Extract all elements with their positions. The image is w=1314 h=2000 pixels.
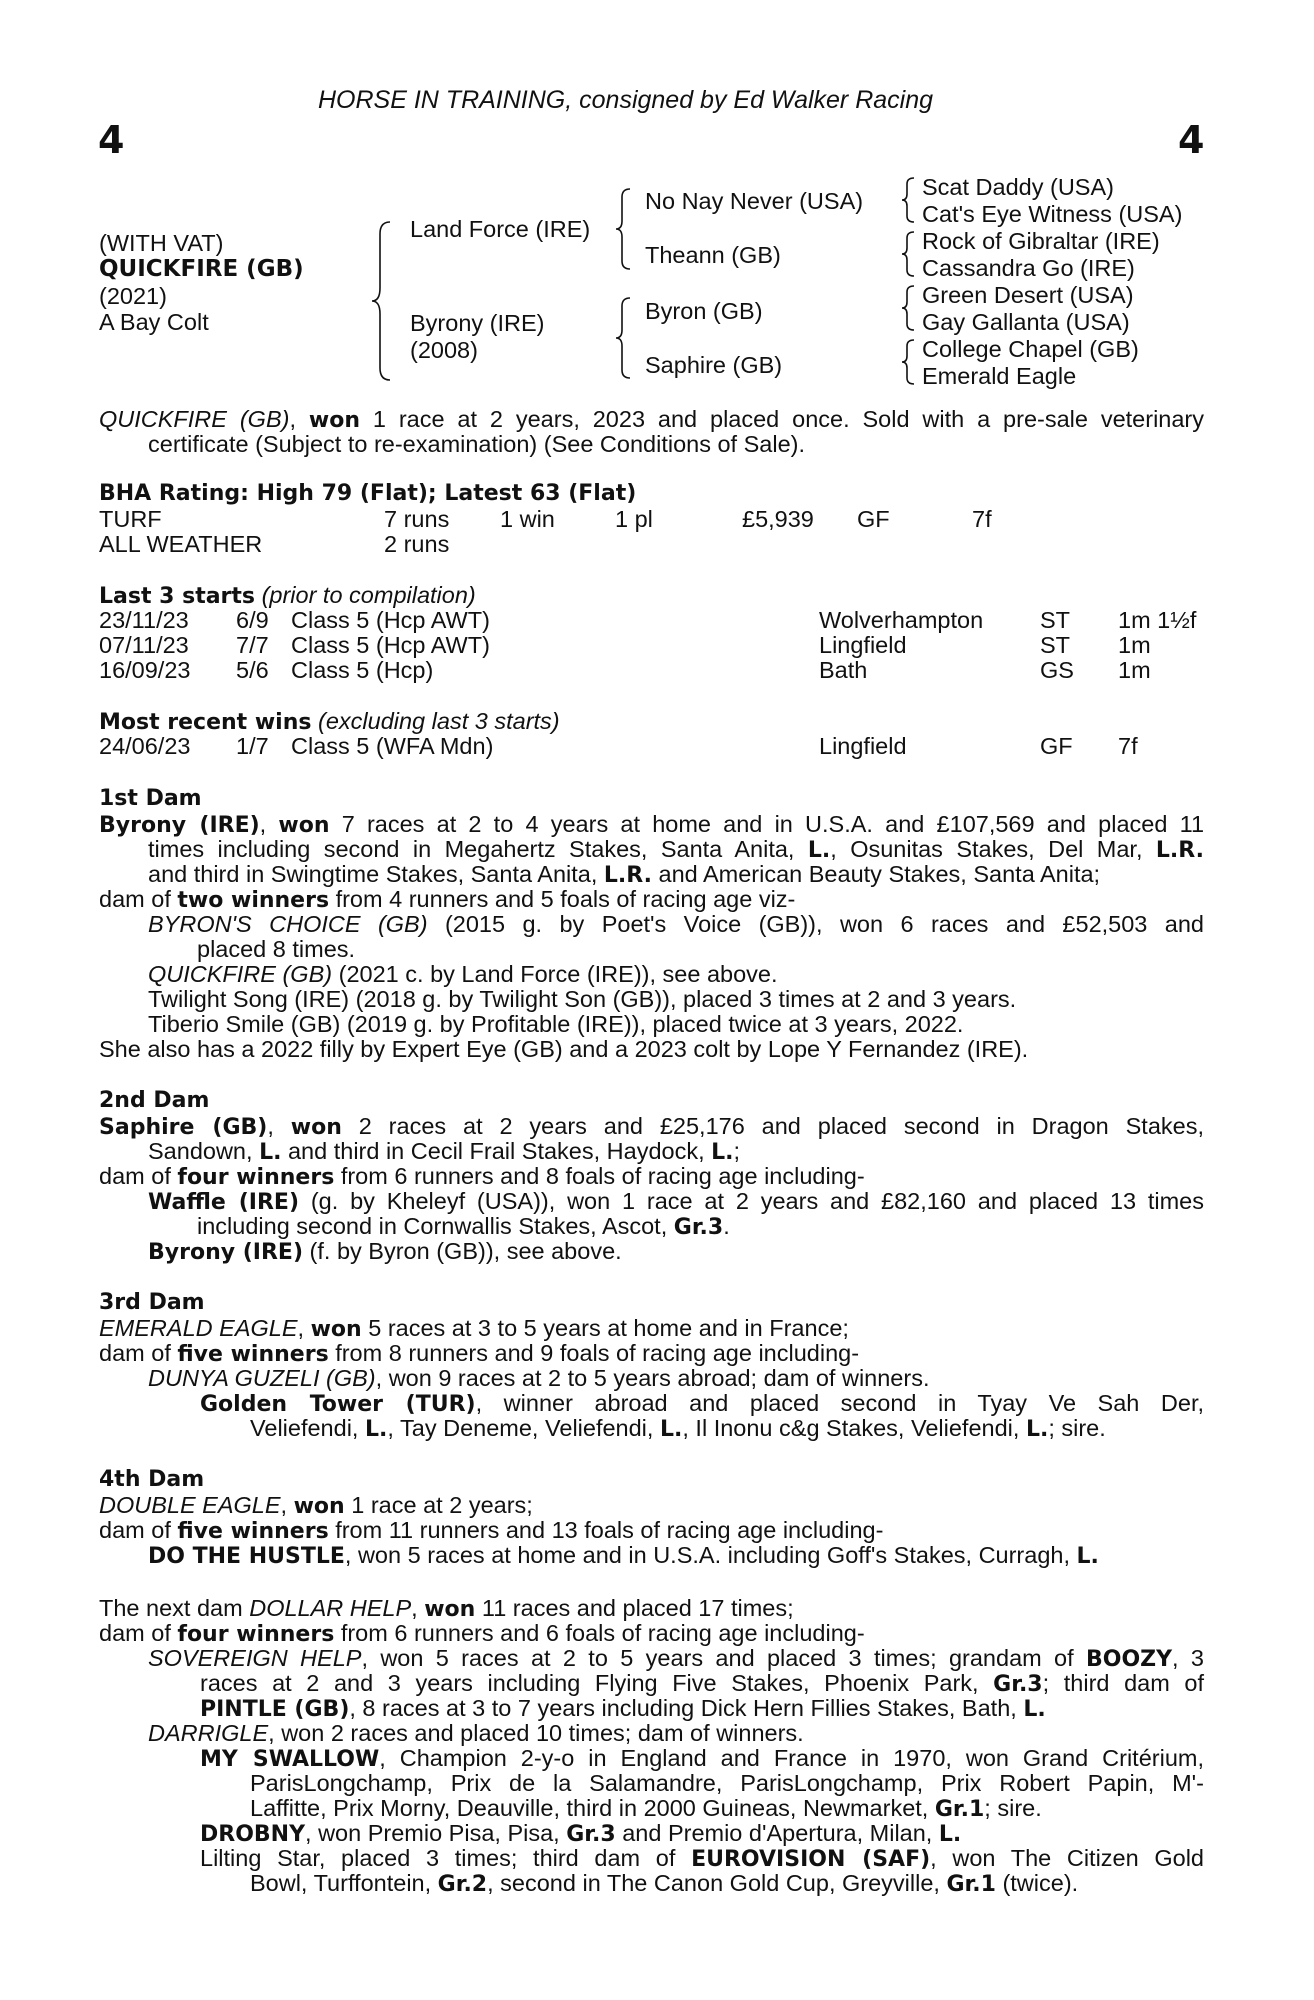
dam-sire: Byron (GB) <box>645 298 763 324</box>
dam-year: (2008) <box>410 337 478 363</box>
summary-won: won <box>308 408 360 433</box>
section-heading: 1st Dam <box>99 786 202 811</box>
section-heading: 3rd Dam <box>99 1290 205 1315</box>
sire-sire: No Nay Never (USA) <box>645 188 864 214</box>
horse-year: (2021) <box>99 283 167 309</box>
lot-number-left: 4 <box>98 118 125 162</box>
aw-runs: 2 runs <box>384 531 450 557</box>
rating-heading: BHA Rating: High 79 (Flat); Latest 63 (Flat) <box>99 481 637 506</box>
brace-dd <box>900 338 916 386</box>
last3-note: (prior to compilation) <box>261 582 476 608</box>
sire: Land Force (IRE) <box>410 216 591 242</box>
gg-ddd: Emerald Eagle <box>922 363 1077 389</box>
gg-dds: College Chapel (GB) <box>922 336 1139 362</box>
dam: Byrony (IRE) <box>410 310 545 336</box>
sire-dam: Theann (GB) <box>645 242 781 268</box>
gg-sdd: Cassandra Go (IRE) <box>922 255 1135 281</box>
gg-sds: Rock of Gibraltar (IRE) <box>922 228 1160 254</box>
lot-number-right: 4 <box>1178 118 1205 162</box>
section-heading: 2nd Dam <box>99 1088 210 1113</box>
recent-wins-heading: Most recent wins <box>99 710 312 735</box>
gg-dsd: Gay Gallanta (USA) <box>922 309 1130 335</box>
summary-name: QUICKFIRE (GB) <box>99 406 290 432</box>
turf-prize: £5,939 <box>742 506 814 532</box>
summary-line2: certificate (Subject to re-examination) (See Conditions of Sale). <box>148 431 806 457</box>
brace-dam <box>614 296 632 380</box>
aw-label: ALL WEATHER <box>99 531 263 557</box>
brace-ds <box>900 284 916 332</box>
turf-label: TURF <box>99 506 162 532</box>
horse-description: A Bay Colt <box>99 309 209 335</box>
last3-heading: Last 3 starts <box>99 584 256 609</box>
horse-name: QUICKFIRE (GB) <box>99 256 304 282</box>
turf-wins: 1 win <box>500 506 555 532</box>
gg-dss: Green Desert (USA) <box>922 282 1134 308</box>
turf-runs: 7 runs <box>384 506 450 532</box>
page-title: HORSE IN TRAINING, consigned by Ed Walker Racing <box>318 86 934 114</box>
recent-wins-note: (excluding last 3 starts) <box>318 708 560 734</box>
turf-going: GF <box>857 506 890 532</box>
turf-pl: 1 pl <box>615 506 653 532</box>
gg-ssd: Cat's Eye Witness (USA) <box>922 201 1183 227</box>
brace-sire <box>614 187 632 271</box>
turf-dist: 7f <box>972 506 992 532</box>
section-heading: 4th Dam <box>99 1467 205 1492</box>
gg-sss: Scat Daddy (USA) <box>922 174 1114 200</box>
summary-line1: 1 race at 2 years, 2023 and placed once. Sold with a pre-sale veterinary <box>372 406 1205 432</box>
dam-dam: Saphire (GB) <box>645 352 783 378</box>
vat-label: (WITH VAT) <box>99 230 224 256</box>
brace-sd <box>900 230 916 278</box>
brace-main <box>370 220 392 382</box>
brace-ss <box>900 176 916 224</box>
